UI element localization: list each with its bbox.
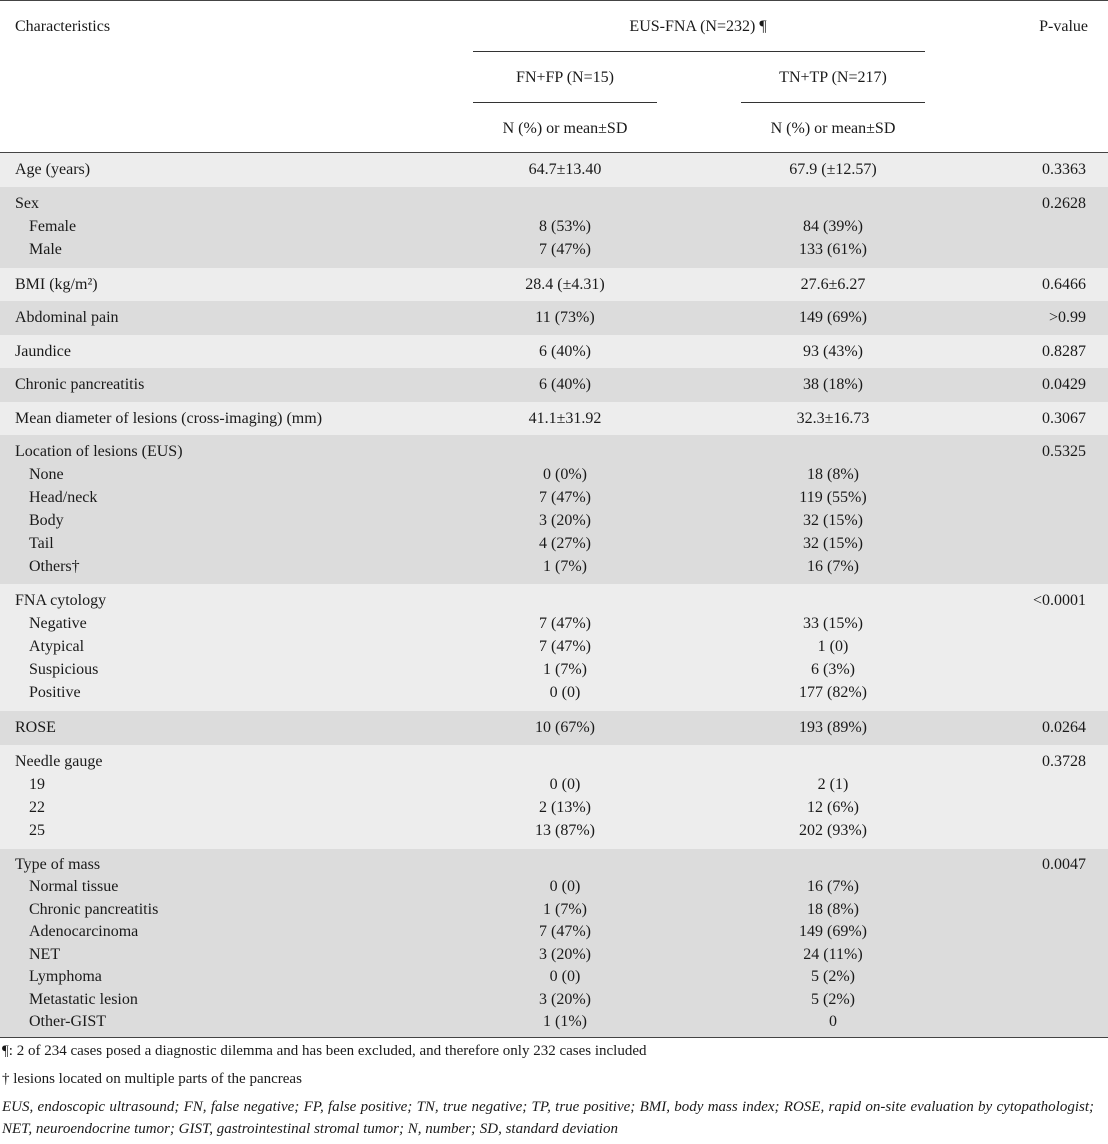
row-label: Location of lesions (EUS) — [15, 443, 183, 460]
cell-fn-fp: 11 (73%) — [535, 309, 595, 326]
cell-tn-tp: 84 (39%) — [803, 217, 863, 235]
table-row — [0, 532, 1108, 555]
cell-pvalue: 0.3728 — [1042, 752, 1086, 770]
cell-pvalue: 0.6466 — [1042, 275, 1086, 293]
cell-pvalue: 0.3363 — [1042, 161, 1086, 178]
cell-pvalue: 0.5325 — [1042, 443, 1086, 460]
cell-pvalue: >0.99 — [1048, 309, 1086, 326]
row-label: Chronic pancreatitis — [29, 900, 159, 918]
cell-tn-tp: 202 (93%) — [799, 821, 867, 839]
row-label: Metastatic lesion — [29, 990, 138, 1008]
cell-tn-tp: 16 (7%) — [807, 558, 859, 575]
header-characteristics: Characteristics — [15, 18, 111, 35]
row-label: Jaundice — [15, 342, 71, 360]
table-row — [0, 373, 1108, 396]
cell-fn-fp: 1 (7%) — [543, 558, 587, 575]
table-row — [0, 407, 1108, 430]
table-row — [0, 440, 1108, 463]
cell-fn-fp: 3 (20%) — [539, 990, 591, 1008]
table-row — [0, 238, 1108, 261]
cell-fn-fp: 4 (27%) — [539, 535, 591, 552]
table-row — [0, 716, 1108, 739]
cell-fn-fp: 6 (40%) — [539, 376, 591, 393]
table-footer — [0, 1037, 1108, 1140]
table-row — [0, 854, 1108, 877]
table-row — [0, 750, 1108, 773]
cell-tn-tp: 193 (89%) — [799, 719, 867, 736]
row-group — [0, 268, 1108, 302]
cell-fn-fp: 0 (0) — [549, 775, 581, 793]
cell-fn-fp: 7 (47%) — [539, 489, 591, 506]
row-group — [0, 187, 1108, 268]
cell-fn-fp: 0 (0) — [549, 968, 581, 985]
header-col1-stat: N (%) or mean±SD — [502, 120, 628, 137]
cell-tn-tp: 0 — [829, 1013, 837, 1030]
table-row — [0, 340, 1108, 363]
cell-tn-tp: 1 (0) — [817, 638, 849, 655]
row-label: Mean diameter of lesions (cross-imaging) (mm) — [15, 409, 323, 427]
table-row — [0, 658, 1108, 681]
cell-tn-tp: 18 (8%) — [807, 900, 859, 918]
cell-pvalue: 0.8287 — [1042, 342, 1086, 360]
cell-tn-tp: 6 (3%) — [811, 661, 855, 678]
row-group — [0, 368, 1108, 402]
row-label: Chronic pancreatitis — [15, 376, 145, 393]
row-label: FNA cytology — [15, 592, 107, 609]
row-group — [0, 711, 1108, 745]
cell-pvalue: 0.0047 — [1042, 855, 1086, 873]
header-col2: TN+TP (N=217) — [779, 69, 887, 86]
cell-tn-tp: 119 (55%) — [799, 489, 867, 506]
cell-fn-fp: 1 (7%) — [543, 900, 587, 918]
cell-fn-fp: 3 (20%) — [539, 512, 591, 529]
table-row — [0, 876, 1108, 899]
table-body — [0, 153, 1108, 1037]
cell-tn-tp: 32.3±16.73 — [796, 409, 870, 427]
row-label: Abdominal pain — [15, 309, 119, 326]
table-row — [0, 215, 1108, 238]
cell-tn-tp: 32 (15%) — [803, 535, 863, 552]
table-row — [0, 681, 1108, 704]
row-group — [0, 153, 1108, 187]
table-row — [0, 899, 1108, 922]
cell-fn-fp: 28.4 (±4.31) — [525, 275, 605, 293]
row-label: Sex — [15, 194, 39, 212]
footnote-pilcrow: ¶: 2 of 234 cases posed a diagnostic dilemma and has been excluded, and therefore only 232 cases included — [2, 1042, 647, 1059]
cell-fn-fp: 0 (0) — [549, 684, 581, 701]
cell-tn-tp: 38 (18%) — [803, 376, 863, 393]
cell-fn-fp: 7 (47%) — [539, 638, 591, 655]
cell-tn-tp: 177 (82%) — [799, 684, 867, 701]
table-row — [0, 989, 1108, 1012]
table-row — [0, 589, 1108, 612]
table-row — [0, 921, 1108, 944]
row-label: Others† — [29, 558, 80, 575]
cell-tn-tp: 93 (43%) — [803, 342, 863, 360]
table-row — [0, 1011, 1108, 1034]
row-label: Suspicious — [29, 661, 99, 678]
row-label: Other-GIST — [29, 1013, 106, 1030]
table-row — [0, 192, 1108, 215]
row-label: Type of mass — [15, 855, 101, 873]
cell-tn-tp: 16 (7%) — [807, 878, 859, 895]
cell-pvalue: 0.2628 — [1042, 194, 1086, 212]
table-row — [0, 796, 1108, 819]
cell-pvalue: 0.0264 — [1042, 719, 1086, 736]
row-label: Female — [29, 217, 77, 235]
row-label: NET — [29, 945, 61, 963]
cell-tn-tp: 67.9 (±12.57) — [789, 161, 877, 178]
cell-fn-fp: 41.1±31.92 — [528, 409, 602, 427]
header-group-label: EUS-FNA (N=232) ¶ — [629, 18, 767, 35]
table-row — [0, 773, 1108, 796]
table-row — [0, 612, 1108, 635]
cell-fn-fp: 7 (47%) — [539, 240, 591, 258]
cell-pvalue: 0.3067 — [1042, 409, 1086, 427]
row-label: Body — [29, 512, 64, 529]
table-row — [0, 944, 1108, 967]
table-row — [0, 966, 1108, 989]
cell-tn-tp: 149 (69%) — [799, 923, 867, 940]
row-label: BMI (kg/m²) — [15, 275, 98, 293]
cell-tn-tp: 32 (15%) — [803, 512, 863, 529]
row-label: Head/neck — [29, 489, 98, 506]
row-group — [0, 301, 1108, 335]
row-label: Normal tissue — [29, 878, 119, 895]
row-group — [0, 584, 1108, 711]
cell-fn-fp: 10 (67%) — [535, 719, 595, 736]
table-row — [0, 463, 1108, 486]
cell-fn-fp: 0 (0%) — [543, 466, 587, 483]
cell-fn-fp: 1 (7%) — [543, 661, 587, 678]
cell-fn-fp: 7 (47%) — [539, 923, 591, 940]
row-label: Negative — [29, 615, 87, 632]
row-label: 25 — [29, 821, 45, 839]
cell-tn-tp: 18 (8%) — [807, 466, 859, 483]
header-pvalue: P-value — [1039, 18, 1088, 35]
cell-tn-tp: 33 (15%) — [803, 615, 863, 632]
footnote-abbreviations: EUS, endoscopic ultrasound; FN, false negative; FP, false positive; TN, true negative; TP, true positive; BMI, body mass index; ROSE, rapid on-site evaluation by cytopathologist; NET, neuroendocrine tumor; GIST, gastrointestinal stromal tumor; N, number; SD, standard deviation — [2, 1098, 1094, 1137]
row-label: Adenocarcinoma — [29, 923, 139, 940]
cell-fn-fp: 3 (20%) — [539, 945, 591, 963]
table-row — [0, 635, 1108, 658]
col1-rule — [473, 102, 657, 103]
cell-fn-fp: 7 (47%) — [539, 615, 591, 632]
row-label: 19 — [29, 775, 45, 793]
cell-fn-fp: 64.7±13.40 — [528, 161, 602, 178]
row-label: Lymphoma — [29, 968, 102, 985]
row-group — [0, 402, 1108, 436]
group-rule — [473, 51, 925, 52]
table-row — [0, 555, 1108, 578]
header-col1: FN+FP (N=15) — [516, 69, 614, 86]
cell-tn-tp: 24 (11%) — [803, 945, 863, 963]
table-header — [0, 0, 1108, 153]
cell-pvalue: <0.0001 — [1032, 592, 1086, 609]
cell-tn-tp: 5 (2%) — [811, 990, 855, 1008]
row-label: Positive — [29, 684, 81, 701]
col2-rule — [741, 102, 925, 103]
row-group — [0, 335, 1108, 369]
cell-tn-tp: 5 (2%) — [811, 968, 855, 985]
cell-tn-tp: 149 (69%) — [799, 309, 867, 326]
table-row — [0, 158, 1108, 181]
header-col2-stat: N (%) or mean±SD — [770, 120, 896, 137]
row-group — [0, 849, 1108, 1037]
cell-tn-tp: 133 (61%) — [799, 240, 867, 258]
cell-fn-fp: 6 (40%) — [539, 342, 591, 360]
row-label: None — [29, 466, 64, 483]
row-label: Male — [29, 240, 62, 258]
footnote-dagger: † lesions located on multiple parts of the pancreas — [2, 1070, 302, 1087]
row-label: 22 — [29, 798, 45, 816]
table-row — [0, 306, 1108, 329]
cell-tn-tp: 2 (1) — [817, 775, 849, 793]
row-group — [0, 745, 1108, 849]
row-label: Needle gauge — [15, 752, 103, 770]
cell-pvalue: 0.0429 — [1042, 376, 1086, 393]
table-row — [0, 819, 1108, 842]
cell-fn-fp: 13 (87%) — [535, 821, 595, 839]
table-row — [0, 509, 1108, 532]
table-row — [0, 273, 1108, 296]
cell-fn-fp: 2 (13%) — [539, 798, 591, 816]
row-group — [0, 435, 1108, 584]
row-label: Age (years) — [15, 161, 91, 178]
row-label: Tail — [29, 535, 54, 552]
row-label: ROSE — [15, 719, 56, 736]
cell-tn-tp: 12 (6%) — [807, 798, 859, 816]
table-row — [0, 486, 1108, 509]
cell-fn-fp: 1 (1%) — [543, 1013, 587, 1030]
cell-fn-fp: 8 (53%) — [539, 217, 591, 235]
cell-fn-fp: 0 (0) — [549, 878, 581, 895]
row-label: Atypical — [29, 638, 85, 655]
cell-tn-tp: 27.6±6.27 — [800, 275, 866, 293]
